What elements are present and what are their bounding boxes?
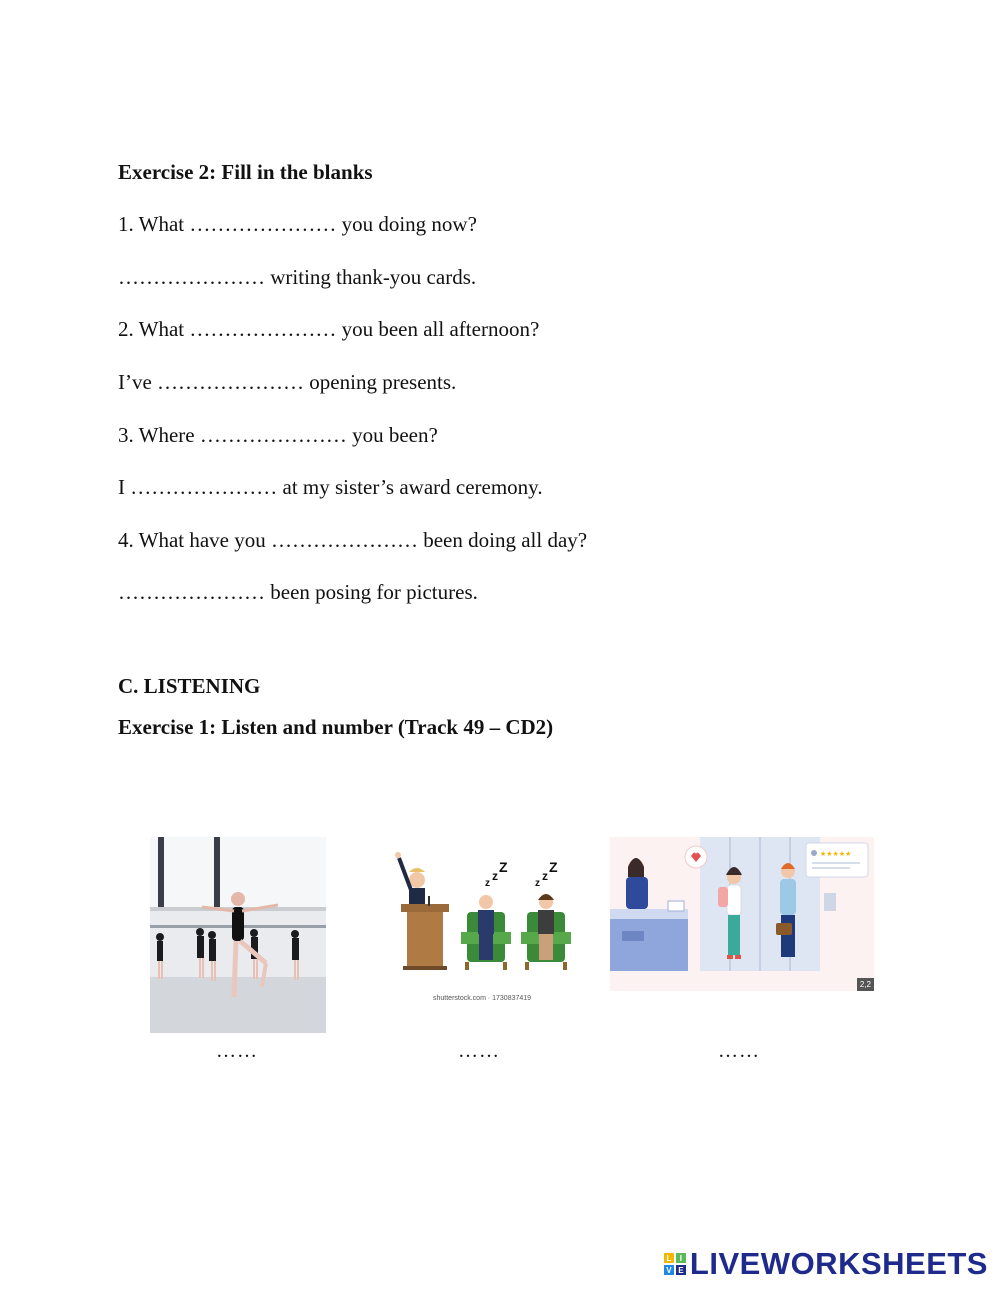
svg-text:z: z bbox=[535, 878, 540, 889]
svg-text:Z: Z bbox=[499, 859, 508, 875]
listening-exercise-title: Exercise 1: Listen and number (Track 49 – CD2) bbox=[118, 715, 554, 739]
exercise-line-1-question: 1. What ………………… you doing now? bbox=[118, 212, 477, 236]
shutterstock-watermark: shutterstock.com · 1730837419 bbox=[433, 995, 532, 1002]
exercise-line-1-answer: ………………… writing thank-you cards. bbox=[118, 265, 477, 289]
liveworksheets-logo-icon: L I V E bbox=[664, 1253, 686, 1275]
exercise-line-2-answer: I’ve ………………… opening presents. bbox=[118, 370, 457, 394]
rating-stars: ★★★★★ bbox=[820, 850, 852, 858]
answer-blank-3[interactable]: …… bbox=[718, 1040, 760, 1062]
answer-blank-1[interactable]: …… bbox=[216, 1040, 258, 1062]
answer-blank-2[interactable]: …… bbox=[458, 1040, 500, 1062]
ballet-dancers-image bbox=[150, 837, 326, 1033]
exercise-line-4-answer: ………………… been posing for pictures. bbox=[118, 580, 478, 604]
exercise-line-4-question: 4. What have you ………………… been doing all day? bbox=[118, 528, 588, 552]
hotel-reception-image bbox=[610, 837, 874, 991]
svg-text:z: z bbox=[492, 869, 498, 883]
svg-text:z: z bbox=[485, 878, 490, 889]
exercise-line-2-question: 2. What ………………… you been all afternoon? bbox=[118, 317, 540, 341]
listening-section-title: C. LISTENING bbox=[118, 674, 261, 698]
svg-text:Z: Z bbox=[549, 859, 558, 875]
svg-text:z: z bbox=[542, 869, 548, 883]
exercise-line-3-answer: I ………………… at my sister’s award ceremony. bbox=[118, 475, 543, 499]
sleeping-audience-image bbox=[385, 840, 577, 1010]
exercise-line-3-question: 3. Where ………………… you been? bbox=[118, 423, 438, 447]
exercise-2-title: Exercise 2: Fill in the blanks bbox=[118, 160, 373, 184]
image-counter-badge: 2,2 bbox=[857, 978, 874, 991]
liveworksheets-wordmark: LIVEWORKSHEETS bbox=[689, 1246, 988, 1281]
liveworksheets-brand bbox=[664, 1246, 988, 1282]
